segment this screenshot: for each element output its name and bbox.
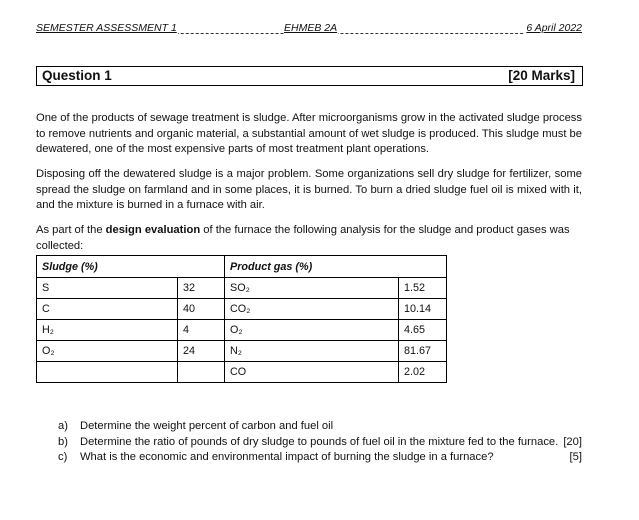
question-text: Determine the ratio of pounds of dry sludge to pounds of fuel oil in the mixture fed to the furnace. — [80, 435, 559, 448]
gas-component: CO₂ — [225, 299, 399, 320]
gas-value: 4.65 — [399, 320, 447, 341]
paragraph-analysis-start: As part of the — [36, 224, 106, 236]
table-row — [37, 341, 447, 362]
table-header-row — [37, 256, 447, 278]
question-text: What is the economic and environmental impact of burning the sludge in a furnace? — [80, 451, 494, 463]
table-row — [37, 320, 447, 341]
sludge-value: 4 — [178, 320, 225, 341]
gas-value: 2.02 — [399, 362, 447, 383]
gas-value: 1.52 — [399, 278, 447, 299]
header-date: 6 April 2022 — [526, 22, 582, 34]
question-item-c — [58, 450, 582, 466]
sludge-value — [178, 362, 225, 383]
table-row — [37, 362, 447, 383]
header-course-code: EHMEB 2A — [284, 22, 338, 34]
paragraph-analysis-end: of the furnace the following analysis for the sludge and product gases was collected: — [36, 224, 570, 252]
table-row — [37, 299, 447, 320]
question-list — [58, 419, 582, 466]
sludge-value: 40 — [178, 299, 225, 320]
question-item-a — [58, 419, 582, 435]
question-marks-c: [5] — [569, 451, 582, 463]
question-marks: [20 Marks] — [508, 68, 575, 83]
question-title-box — [36, 66, 583, 86]
sludge-value: 24 — [178, 341, 225, 362]
gas-component: CO — [225, 362, 399, 383]
gas-value: 81.67 — [399, 341, 447, 362]
question-label: c) — [58, 451, 68, 463]
sludge-component — [37, 362, 178, 383]
paragraph-analysis — [36, 223, 582, 254]
paragraph-intro: One of the products of sewage treatment is sludge. After microorganisms grow in the activated sludge process to remove nutrients and organic material, a substantial amount of wet sludge is produced. This sludge must be dewatered, one of the most expensive parts of most treatment plant operations. — [36, 112, 582, 155]
sludge-header: Sludge (%) — [37, 256, 225, 278]
question-marks-b: [20] — [563, 435, 582, 448]
question-title: Question 1 — [42, 68, 112, 83]
gas-header: Product gas (%) — [225, 256, 447, 278]
question-item-b — [58, 435, 582, 451]
gas-value: 10.14 — [399, 299, 447, 320]
sludge-component: S — [37, 278, 178, 299]
page-header — [36, 22, 583, 36]
gas-component: SO₂ — [225, 278, 399, 299]
table-row — [37, 278, 447, 299]
gas-component: N₂ — [225, 341, 399, 362]
question-label: b) — [58, 435, 68, 448]
sludge-value: 32 — [178, 278, 225, 299]
header-assessment: SEMESTER ASSESSMENT 1 — [36, 22, 177, 34]
gas-component: O₂ — [225, 320, 399, 341]
paragraph-analysis-bold: design evaluation — [105, 224, 201, 236]
sludge-component: H₂ — [37, 320, 178, 341]
question-text: Determine the weight percent of carbon and fuel oil — [80, 420, 334, 432]
paragraph-disposal: Disposing off the dewatered sludge is a major problem. Some organizations sell dry sludge for fertilizer, some spread the sludge on farmland and in some places, it is burned. To burn a dried sludge fuel oil is mixed with it, and the mixture is burned in a furnace with air. — [36, 168, 582, 211]
analysis-table — [36, 255, 447, 383]
question-label: a) — [58, 420, 68, 432]
sludge-component: C — [37, 299, 178, 320]
sludge-component: O₂ — [37, 341, 178, 362]
